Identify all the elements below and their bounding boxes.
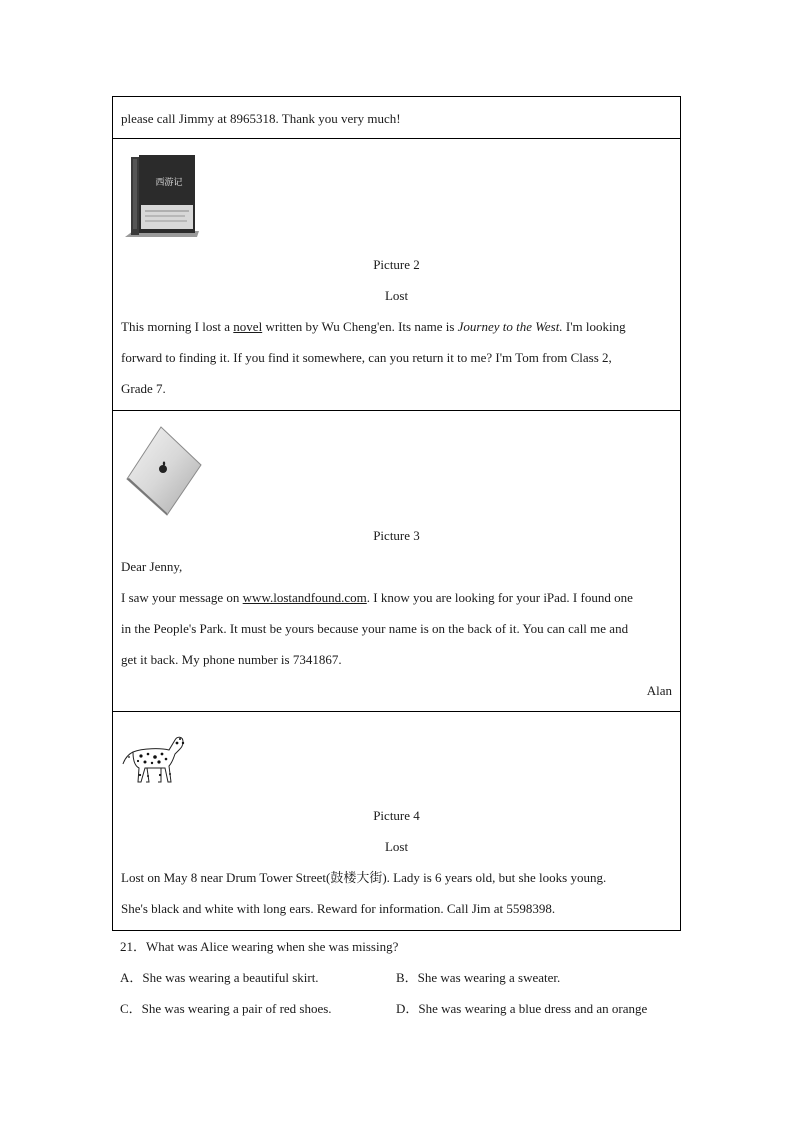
notice-2-line-3: Grade 7.: [121, 381, 166, 396]
notice-cell-2: [113, 139, 680, 411]
book-image: [121, 153, 201, 241]
notice-4-line-1: Lost on May 8 near Drum Tower Street(鼓楼大街). Lady is 6 years old, but she looks young.: [121, 870, 607, 885]
question-21-stem: 21．What was Alice wearing when she was missing?: [120, 939, 399, 954]
notice-1-text: please call Jimmy at 8965318. Thank you very much!: [121, 111, 401, 126]
option-d[interactable]: D．She was wearing a blue dress and an orange: [396, 1001, 648, 1016]
picture-3-caption: Picture 3: [373, 528, 420, 543]
option-a[interactable]: A．She was wearing a beautiful skirt.: [120, 970, 319, 985]
apple-logo-icon: [159, 465, 167, 473]
notice-4-line-2: She's black and white with long ears. Reward for information. Call Jim at 5598398.: [121, 901, 556, 916]
notice-cell-1: [113, 97, 680, 139]
notice-3-greeting: Dear Jenny,: [121, 559, 183, 574]
book-title-cn: 西游记: [155, 178, 183, 188]
dalmatian-image: [121, 730, 187, 788]
notice-3-line-2: in the People's Park. It must be yours because your name is on the back of it. You can call me and: [121, 621, 629, 636]
novel-word: novel: [233, 319, 263, 334]
notice-3-line-1: I saw your message on www.lostandfound.com. I know you are looking for your iPad. I found one: [121, 590, 633, 605]
book-name: Journey to the West.: [457, 319, 563, 334]
notice-3-line-3: get it back. My phone number is 7341867.: [121, 652, 342, 667]
notice-4-heading: Lost: [384, 839, 409, 854]
notice-cell-4: [113, 712, 680, 930]
notice-cell-3: [113, 411, 680, 712]
notices-table: [112, 96, 681, 931]
picture-2-caption: Picture 2: [373, 257, 420, 272]
picture-4-caption: Picture 4: [373, 808, 420, 823]
lostandfound-link[interactable]: www.lostandfound.com: [242, 590, 367, 605]
notice-2-line-2: forward to finding it. If you find it somewhere, can you return it to me? I'm Tom from Class 2,: [121, 350, 612, 365]
notice-2-line-1: This morning I lost a novel written by Wu Cheng'en. Its name is Journey to the West. I'm looking: [121, 319, 626, 334]
notice-2-heading: Lost: [384, 288, 409, 303]
option-c[interactable]: C．She was wearing a pair of red shoes.: [120, 1001, 332, 1016]
option-b[interactable]: B．She was wearing a sweater.: [396, 970, 561, 985]
ipad-image: [121, 421, 205, 517]
notice-3-signature: Alan: [646, 683, 672, 698]
